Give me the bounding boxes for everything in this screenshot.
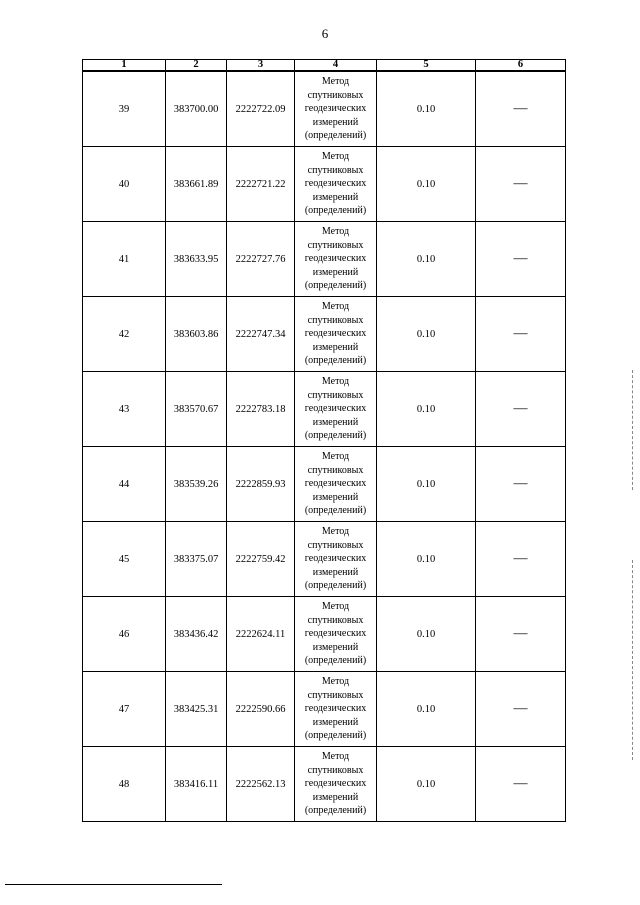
- point-number-cell: 48: [83, 747, 166, 822]
- method-line: (определений): [304, 655, 367, 667]
- scan-edge-mark: [632, 370, 633, 490]
- method-line: геодезических: [304, 553, 367, 565]
- method-line: геодезических: [304, 178, 367, 190]
- coordinate-y-cell: 2222727.76: [227, 222, 295, 297]
- accuracy-cell: 0.10: [377, 447, 476, 522]
- table-row: [83, 522, 566, 597]
- method-line: измерений: [312, 341, 359, 353]
- method-line: Метод: [321, 301, 350, 313]
- method-cell: [295, 297, 377, 372]
- note-cell: —: [476, 522, 566, 597]
- point-number-cell: 44: [83, 447, 166, 522]
- note-cell: —: [476, 447, 566, 522]
- table-row: [83, 597, 566, 672]
- method-line: (определений): [304, 205, 367, 217]
- method-line: спутниковых: [307, 239, 364, 251]
- accuracy-cell: 0.10: [377, 672, 476, 747]
- accuracy-cell: 0.10: [377, 222, 476, 297]
- point-number-cell: 43: [83, 372, 166, 447]
- point-number-cell: 47: [83, 672, 166, 747]
- method-cell: [295, 372, 377, 447]
- table-row: [83, 147, 566, 222]
- note-cell: —: [476, 222, 566, 297]
- header-row: [83, 60, 566, 72]
- point-number-cell: 41: [83, 222, 166, 297]
- accuracy-cell: 0.10: [377, 522, 476, 597]
- method-line: Метод: [321, 151, 350, 163]
- column-header: 4: [295, 60, 377, 72]
- method-line: геодезических: [304, 253, 367, 265]
- method-line: Метод: [321, 601, 350, 613]
- table-row: [83, 447, 566, 522]
- method-line: измерений: [312, 791, 359, 803]
- method-line: спутниковых: [307, 89, 364, 101]
- method-line: геодезических: [304, 628, 367, 640]
- coordinate-y-cell: 2222783.18: [227, 372, 295, 447]
- method-line: геодезических: [304, 403, 367, 415]
- coordinate-x-cell: 383436.42: [166, 597, 227, 672]
- method-line: измерений: [312, 641, 359, 653]
- method-cell: [295, 747, 377, 822]
- method-cell: [295, 147, 377, 222]
- coordinate-y-cell: 2222859.93: [227, 447, 295, 522]
- coordinate-x-cell: 383700.00: [166, 71, 227, 147]
- method-cell: [295, 672, 377, 747]
- note-cell: —: [476, 747, 566, 822]
- note-cell: —: [476, 147, 566, 222]
- method-line: (определений): [304, 355, 367, 367]
- method-line: (определений): [304, 580, 367, 592]
- method-line: спутниковых: [307, 614, 364, 626]
- accuracy-cell: 0.10: [377, 372, 476, 447]
- table-body: [83, 71, 566, 822]
- coordinate-x-cell: 383425.31: [166, 672, 227, 747]
- table-row: [83, 222, 566, 297]
- coordinate-x-cell: 383633.95: [166, 222, 227, 297]
- method-line: измерений: [312, 116, 359, 128]
- coordinate-y-cell: 2222624.11: [227, 597, 295, 672]
- method-line: геодезических: [304, 478, 367, 490]
- coordinates-table: [82, 59, 566, 822]
- method-line: (определений): [304, 505, 367, 517]
- accuracy-cell: 0.10: [377, 297, 476, 372]
- coordinate-x-cell: 383539.26: [166, 447, 227, 522]
- method-line: Метод: [321, 76, 350, 88]
- point-number-cell: 42: [83, 297, 166, 372]
- method-line: Метод: [321, 676, 350, 688]
- point-number-cell: 39: [83, 71, 166, 147]
- coordinate-y-cell: 2222562.13: [227, 747, 295, 822]
- method-line: (определений): [304, 805, 367, 817]
- method-cell: [295, 597, 377, 672]
- method-line: спутниковых: [307, 464, 364, 476]
- method-line: измерений: [312, 491, 359, 503]
- column-header: 6: [476, 60, 566, 72]
- accuracy-cell: 0.10: [377, 747, 476, 822]
- method-line: спутниковых: [307, 764, 364, 776]
- coordinate-y-cell: 2222759.42: [227, 522, 295, 597]
- point-number-cell: 46: [83, 597, 166, 672]
- method-line: измерений: [312, 266, 359, 278]
- method-line: спутниковых: [307, 689, 364, 701]
- coordinate-x-cell: 383416.11: [166, 747, 227, 822]
- note-cell: —: [476, 597, 566, 672]
- method-line: измерений: [312, 716, 359, 728]
- coordinate-x-cell: 383603.86: [166, 297, 227, 372]
- method-line: измерений: [312, 566, 359, 578]
- coordinate-y-cell: 2222747.34: [227, 297, 295, 372]
- coordinate-x-cell: 383570.67: [166, 372, 227, 447]
- method-line: спутниковых: [307, 539, 364, 551]
- point-number-cell: 45: [83, 522, 166, 597]
- footnote-divider: [5, 884, 222, 885]
- note-cell: —: [476, 71, 566, 147]
- method-line: Метод: [321, 226, 350, 238]
- note-cell: —: [476, 372, 566, 447]
- table-row: [83, 297, 566, 372]
- coordinate-y-cell: 2222590.66: [227, 672, 295, 747]
- method-line: Метод: [321, 376, 350, 388]
- scan-edge-mark: [632, 560, 633, 760]
- accuracy-cell: 0.10: [377, 147, 476, 222]
- coordinate-x-cell: 383661.89: [166, 147, 227, 222]
- method-line: спутниковых: [307, 314, 364, 326]
- method-line: измерений: [312, 191, 359, 203]
- accuracy-cell: 0.10: [377, 597, 476, 672]
- column-header: 1: [83, 60, 166, 72]
- coordinate-x-cell: 383375.07: [166, 522, 227, 597]
- point-number-cell: 40: [83, 147, 166, 222]
- coordinate-y-cell: 2222722.09: [227, 71, 295, 147]
- method-line: измерений: [312, 416, 359, 428]
- table-header: [83, 60, 566, 72]
- table-row: [83, 372, 566, 447]
- page-number: 6: [321, 26, 329, 41]
- method-line: геодезических: [304, 778, 367, 790]
- method-line: Метод: [321, 751, 350, 763]
- method-cell: [295, 71, 377, 147]
- method-line: Метод: [321, 451, 350, 463]
- method-line: спутниковых: [307, 389, 364, 401]
- method-cell: [295, 522, 377, 597]
- column-header: 3: [227, 60, 295, 72]
- method-line: (определений): [304, 280, 367, 292]
- method-line: Метод: [321, 526, 350, 538]
- note-cell: —: [476, 297, 566, 372]
- note-cell: —: [476, 672, 566, 747]
- column-header: 5: [377, 60, 476, 72]
- method-line: спутниковых: [307, 164, 364, 176]
- method-line: (определений): [304, 430, 367, 442]
- method-cell: [295, 222, 377, 297]
- method-line: геодезических: [304, 103, 367, 115]
- table-row: [83, 672, 566, 747]
- method-line: геодезических: [304, 703, 367, 715]
- method-cell: [295, 447, 377, 522]
- coordinate-y-cell: 2222721.22: [227, 147, 295, 222]
- table-row: [83, 71, 566, 147]
- table-row: [83, 747, 566, 822]
- column-header: 2: [166, 60, 227, 72]
- method-line: (определений): [304, 730, 367, 742]
- accuracy-cell: 0.10: [377, 71, 476, 147]
- method-line: геодезических: [304, 328, 367, 340]
- method-line: (определений): [304, 130, 367, 142]
